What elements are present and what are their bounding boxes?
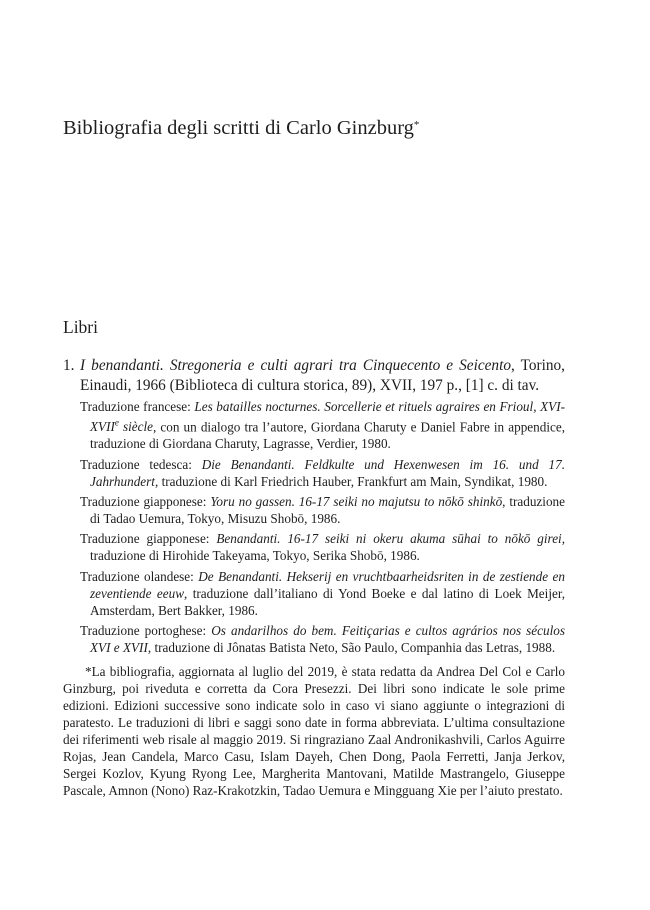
translation-title: De Benandanti. Hekserij en vruchtbaarheidsriten in de zestiende en zeventiende eeuw	[90, 568, 565, 601]
translation-title: Os andarilhos do bem. Feitiçarias e cultos agrários nos séculos XVI e XVII	[90, 622, 565, 655]
translation-item	[80, 530, 565, 564]
section-heading: Libri	[63, 317, 98, 337]
translation-label: Traduzione portoghese:	[80, 622, 212, 638]
translation-label: Traduzione tedesca:	[80, 456, 202, 472]
translation-label: Traduzione francese:	[80, 399, 195, 414]
entry-title: I benandanti. Stregoneria e culti agrari tra Cinquecento e Seicento	[80, 357, 511, 374]
footnote: *La bibliografia, aggiornata al luglio del 2019, è stata redatta da Andrea Del Col e Carlo Ginzburg, poi riveduta e corretta da Cora Presezzi. Dei libri sono indicate le sole prime edizioni. Edizioni successive sono indicate solo in caso vi siano aggiunte o integrazioni di paratesto. Le traduzioni di libri e saggi sono date in forma abbreviata. L’ultima consultazione dei riferimenti web risale al maggio 2019. Si ringraziano Zaal Andronikashvili, Carlos Aguirre Rojas, Jean Candela, Marco Casu, Islam Dayeh, Chen Dong, Paola Ferretti, Janja Jerkov, Sergei Kozlov, Kyung Ryong Lee, Margherita Mantovani, Matilde Mastrangelo, Giuseppe Pascale, Amnon (Nono) Raz-Krakotzkin, Tadao Uemura e Mingguang Xie per l’aiuto prestato.	[63, 664, 565, 798]
translation-item	[80, 568, 565, 619]
translation-title: Les batailles nocturnes. Sorcellerie et rituels agraires en Frioul, XVI-XVIIe siècle	[90, 399, 565, 435]
translation-item	[80, 398, 565, 452]
translation-details: , traduzione dall’italiano di Yond Boeke e dal latino di Loek Meijer, Amsterdam, Bert Bakker, 1986.	[90, 585, 565, 618]
translation-details: , con un dialogo tra l’autore, Giordana Charuty e Daniel Fabre in appendice, traduzione di Giordana Charuty, Lagrasse, Verdier, 1980.	[90, 419, 565, 452]
translation-details: , traduzione di Hirohide Takeyama, Tokyo, Serika Shobō, 1986.	[90, 531, 566, 564]
page-title	[63, 112, 583, 141]
title-text: Bibliografia degli scritti di Carlo Ginzburg	[63, 117, 414, 139]
translation-label: Traduzione giapponese:	[80, 531, 217, 547]
translation-title: Yoru no gassen. 16-17 seiki no majutsu to nōkō shinkō	[210, 493, 503, 509]
translation-item	[80, 622, 565, 656]
translation-item	[80, 493, 565, 527]
entry-number: 1.	[63, 357, 75, 374]
translation-label: Traduzione giapponese:	[80, 493, 211, 509]
translation-item	[80, 456, 565, 490]
bibliography-entry	[63, 356, 565, 396]
footnote-marker: *	[413, 119, 420, 131]
entry-details: , Torino, Einaudi, 1966 (Biblioteca di cultura storica, 89), XVII, 197 p., [1] c. di tav.	[80, 357, 566, 394]
translation-title: Benandanti. 16-17 seiki ni okeru akuma sūhai to nōkō girei	[216, 531, 562, 547]
translation-label: Traduzione olandese:	[80, 568, 199, 584]
translations-list	[80, 398, 565, 659]
translation-details: , traduzione di Karl Friedrich Hauber, Frankfurt am Main, Syndikat, 1980.	[154, 473, 548, 489]
translation-details: , traduzione di Jônatas Batista Neto, São Paulo, Companhia das Letras, 1988.	[147, 639, 556, 655]
translation-title: Die Benandanti. Feldkulte und Hexenwesen im 16. und 17. Jahrhundert	[90, 456, 565, 489]
entry-main	[63, 356, 565, 396]
translation-details: , traduzione di Tadao Uemura, Tokyo, Misuzu Shobō, 1986.	[90, 493, 565, 526]
